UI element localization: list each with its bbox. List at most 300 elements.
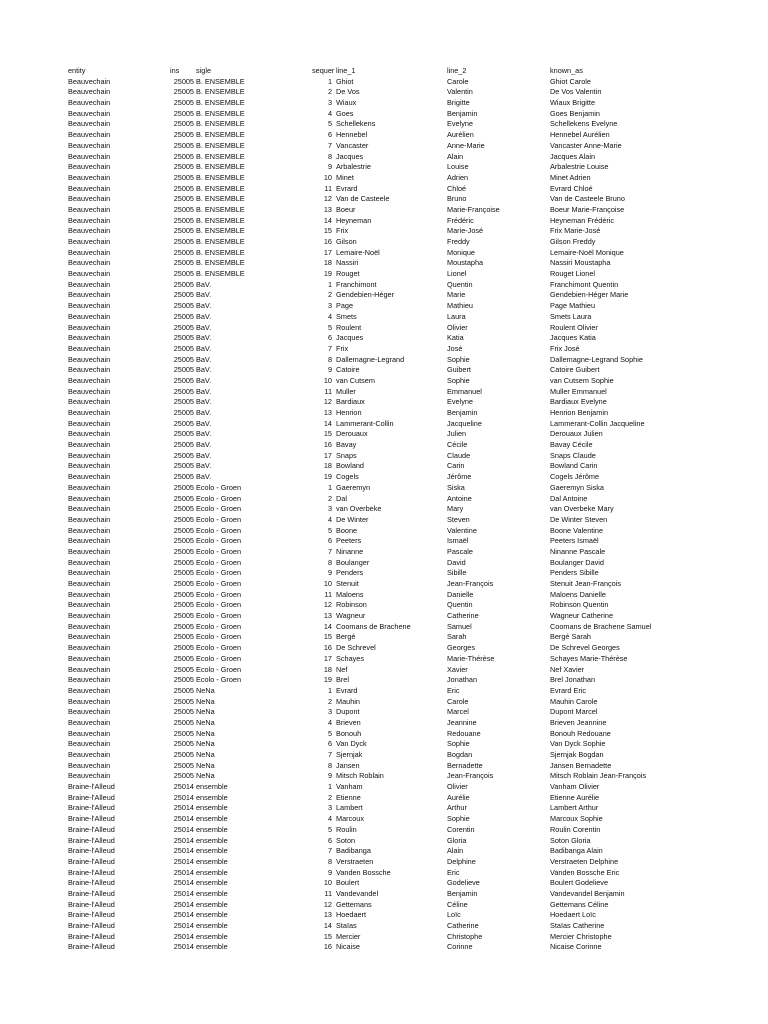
cell-known-as: Bergé Sarah [550,632,591,642]
cell-entity: Beauvechain [68,504,111,514]
cell-line-1: Dupont [336,707,360,717]
table-row [0,825,768,836]
cell-line-1: Vanham [336,782,363,792]
cell-sequence: 16 [323,643,332,653]
cell-known-as: Cogels Jérôme [550,472,600,482]
cell-line-2: Quentin [447,600,473,610]
table-row [0,440,768,451]
cell-sigle: ensemble [196,856,228,866]
cell-known-as: Hoedaert Loïc [550,910,596,920]
cell-known-as: Catoire Guibert [550,365,600,375]
cell-line-1: van Overbeke [336,504,382,514]
cell-known-as: Hennebel Aurélien [550,130,610,140]
cell-known-as: Snaps Claude [550,450,596,460]
cell-sigle: B. ENSEMBLE [196,151,245,161]
cell-line-2: Louise [447,162,469,172]
cell-ins: 25005 [173,707,194,717]
cell-line-2: Benjamin [447,408,478,417]
cell-sequence: 2 [327,493,332,503]
spreadsheet-table [0,66,768,953]
cell-known-as: Penders Sibille [550,568,599,578]
cell-ins: 25014 [173,867,194,877]
cell-entity: Beauvechain [68,643,111,653]
cell-ins: 25005 [173,172,194,182]
cell-line-1: Heyneman [336,215,372,225]
cell-line-2: Jérôme [447,472,472,482]
cell-sequence: 5 [327,525,332,535]
cell-ins: 25005 [173,397,194,407]
cell-sequence: 14 [323,621,332,631]
table-row [0,942,768,953]
cell-line-1: Bonouh [336,728,362,738]
cell-sequence: 11 [324,386,332,396]
cell-sequence: 19 [323,269,332,279]
cell-known-as: Arbalestrie Louise [550,162,609,172]
table-row [0,536,768,547]
header-line-2: line_2 [447,66,467,75]
cell-line-1: Etienne [336,792,361,802]
cell-ins: 25014 [173,814,194,824]
cell-ins: 25005 [173,237,194,246]
cell-entity: Beauvechain [68,397,111,407]
cell-sigle: BaV. [196,279,212,289]
cell-sequence: 9 [327,162,332,172]
cell-known-as: Robinson Quentin [550,600,609,610]
cell-sequence: 15 [323,931,332,941]
cell-sigle: BaV. [196,322,212,332]
cell-entity: Beauvechain [68,375,111,385]
cell-line-2: Marcel [447,707,469,717]
table-row [0,461,768,472]
cell-entity: Beauvechain [68,493,111,503]
table-row [0,878,768,889]
cell-line-1: Sjernjak [336,750,363,759]
cell-line-1: Evrard [336,685,358,695]
cell-ins: 25014 [173,856,194,866]
table-row [0,184,768,195]
cell-sigle: ensemble [196,899,228,909]
table-row [0,558,768,569]
table-row [0,141,768,152]
cell-sequence: 11 [324,183,332,193]
cell-entity: Braine-l'Alleud [68,846,115,856]
cell-known-as: Nicaise Corinne [550,942,602,952]
cell-known-as: Brel Jonathan [550,675,596,685]
cell-sigle: BaV. [196,386,212,396]
cell-entity: Beauvechain [68,525,111,535]
cell-entity: Braine-l'Alleud [68,910,115,920]
cell-entity: Beauvechain [68,119,111,129]
table-row [0,579,768,590]
cell-line-2: David [447,557,466,567]
cell-known-as: Gaeremyn Siska [550,482,604,492]
cell-sequence: 19 [323,675,332,685]
cell-sequence: 5 [327,728,332,738]
cell-line-1: Nef [336,664,348,674]
table-row [0,408,768,419]
cell-line-1: Verstraeten [336,856,374,866]
cell-entity: Braine-l'Alleud [68,803,115,813]
cell-known-as: Dupont Marcel [550,707,598,717]
cell-sequence: 1 [327,482,332,492]
cell-entity: Beauvechain [68,247,111,257]
cell-line-1: Bergé [336,632,356,642]
cell-line-2: Sophie [447,739,470,749]
cell-known-as: Frix José [550,343,580,353]
cell-sigle: Ecolo - Groen [196,546,242,556]
cell-ins: 25005 [173,621,194,631]
cell-known-as: De Vos Valentin [550,87,602,97]
cell-sigle: Ecolo - Groen [196,514,242,524]
cell-entity: Beauvechain [68,450,111,460]
cell-sigle: Ecolo - Groen [196,632,242,642]
cell-ins: 25005 [173,664,194,674]
cell-line-1: Penders [336,568,364,578]
cell-ins: 25005 [173,461,194,471]
cell-known-as: Mauhin Carole [550,696,598,706]
cell-sigle: Ecolo - Groen [196,653,242,663]
cell-sequence: 10 [323,172,332,182]
cell-line-2: Sarah [447,632,467,642]
cell-line-1: Brieven [336,717,361,727]
cell-sequence: 3 [327,504,332,514]
cell-line-2: Valentin [447,87,473,97]
cell-known-as: van Overbeke Mary [550,504,614,514]
cell-sequence: 5 [327,824,332,834]
header-ins: ins [170,66,180,75]
cell-known-as: Rouget Lionel [550,269,596,279]
cell-line-2: Marie [447,290,466,300]
cell-sigle: Ecolo - Groen [196,643,242,653]
cell-known-as: Schayes Marie-Thérèse [550,653,628,663]
cell-line-1: Vancaster [336,140,369,150]
cell-ins: 25005 [173,140,194,150]
table-row [0,761,768,772]
cell-sigle: Ecolo - Groen [196,611,242,621]
cell-line-2: Katia [447,333,464,343]
cell-entity: Beauvechain [68,418,111,428]
cell-sigle: B. ENSEMBLE [196,108,245,118]
cell-line-1: Boulanger [336,557,370,567]
table-row [0,248,768,259]
cell-entity: Braine-l'Alleud [68,899,115,909]
cell-ins: 25005 [173,429,194,439]
cell-sigle: Ecolo - Groen [196,493,242,503]
cell-known-as: Van Dyck Sophie [550,739,606,749]
cell-ins: 25005 [173,493,194,503]
cell-entity: Beauvechain [68,739,111,749]
cell-sigle: NeNa [196,685,215,695]
table-row [0,419,768,430]
cell-ins: 25005 [173,333,194,343]
cell-known-as: Coomans de Brachene Samuel [550,621,652,631]
cell-line-2: Olivier [447,782,468,792]
cell-sequence: 10 [323,878,332,888]
cell-entity: Beauvechain [68,546,111,556]
cell-line-2: Carole [447,76,469,86]
cell-ins: 25005 [173,98,194,108]
cell-line-2: Aurélien [447,130,474,140]
cell-known-as: Brieven Jeannine [550,717,607,727]
cell-known-as: Maloens Danielle [550,589,606,599]
cell-sequence: 19 [323,472,332,482]
cell-line-1: Dal [336,493,347,503]
cell-sigle: Ecolo - Groen [196,557,242,567]
cell-known-as: Evrard Chloé [550,183,593,193]
cell-sigle: Ecolo - Groen [196,568,242,578]
cell-line-1: Catoire [336,365,360,375]
cell-known-as: Bavay Cécile [550,440,593,450]
cell-line-2: Sophie [447,814,470,824]
cell-sigle: B. ENSEMBLE [196,204,245,214]
cell-line-2: Cécile [447,440,468,450]
cell-line-2: Julien [447,429,467,439]
cell-entity: Beauvechain [68,215,111,225]
cell-sequence: 17 [323,247,332,257]
cell-entity: Braine-l'Alleud [68,878,115,888]
cell-line-2: Moustapha [447,258,484,268]
cell-line-1: van Cutsem [336,375,375,385]
header-known-as: known_as [550,66,583,75]
cell-known-as: Soton Gloria [550,835,591,845]
cell-sequence: 7 [327,343,332,353]
table-row [0,216,768,227]
cell-known-as: Bonouh Redouane [550,728,611,738]
cell-sigle: NeNa [196,707,215,717]
cell-sequence: 13 [323,910,332,920]
cell-sigle: BaV. [196,429,212,439]
cell-line-1: Jacques [336,151,364,161]
cell-entity: Braine-l'Alleud [68,888,115,898]
cell-line-1: Van de Casteele [336,194,390,204]
cell-sigle: NeNa [196,696,215,706]
cell-known-as: Jansen Bernadette [550,760,612,770]
cell-entity: Beauvechain [68,87,111,97]
cell-entity: Beauvechain [68,98,111,108]
cell-sequence: 13 [323,611,332,621]
cell-sequence: 8 [327,557,332,567]
table-row [0,355,768,366]
cell-entity: Braine-l'Alleud [68,867,115,877]
cell-line-1: Bavay [336,440,357,450]
cell-line-2: Christophe [447,931,483,941]
cell-ins: 25005 [173,365,194,375]
cell-line-1: Robinson [336,600,367,610]
cell-line-2: Gloria [447,835,467,845]
cell-sequence: 15 [323,632,332,642]
cell-entity: Beauvechain [68,557,111,567]
cell-ins: 25005 [173,279,194,289]
cell-ins: 25014 [173,792,194,802]
cell-known-as: Roulin Corentin [550,824,601,834]
cell-line-2: Alain [447,846,464,856]
cell-line-1: Minet [336,172,354,182]
cell-line-2: Laura [447,311,466,321]
cell-line-1: Maloens [336,589,364,599]
cell-known-as: De Schrevel Georges [550,643,620,653]
cell-line-2: Claude [447,450,471,460]
cell-line-2: Freddy [447,237,470,246]
cell-line-1: De Winter [336,514,369,524]
cell-sequence: 8 [327,354,332,364]
cell-line-1: Peeters [336,536,362,546]
cell-line-2: Céline [447,899,468,909]
cell-entity: Beauvechain [68,536,111,546]
cell-line-1: Brel [336,675,349,685]
cell-sequence: 4 [327,514,332,524]
cell-line-2: Bogdan [447,750,473,759]
cell-line-1: Henrion [336,408,362,417]
cell-sequence: 2 [327,696,332,706]
cell-ins: 25014 [173,910,194,920]
cell-entity: Beauvechain [68,333,111,343]
table-row [0,857,768,868]
cell-entity: Beauvechain [68,440,111,450]
cell-sequence: 6 [327,333,332,343]
cell-ins: 25005 [173,504,194,514]
table-row [0,376,768,387]
cell-sequence: 3 [327,98,332,108]
cell-known-as: Peeters Ismaël [550,536,599,546]
table-row [0,611,768,622]
cell-ins: 25014 [173,942,194,952]
table-row [0,718,768,729]
cell-line-2: Monique [447,247,475,257]
cell-sigle: Ecolo - Groen [196,504,242,514]
cell-sequence: 3 [327,707,332,717]
table-row [0,526,768,537]
cell-sequence: 7 [327,846,332,856]
cell-sigle: ensemble [196,782,228,792]
cell-sigle: Ecolo - Groen [196,589,242,599]
cell-entity: Beauvechain [68,728,111,738]
cell-line-1: Hoedaert [336,910,367,920]
cell-line-2: Benjamin [447,108,478,118]
cell-known-as: Verstraeten Delphine [550,856,619,866]
cell-line-1: Schayes [336,653,364,663]
cell-entity: Beauvechain [68,696,111,706]
cell-sequence: 10 [323,579,332,588]
cell-entity: Braine-l'Alleud [68,835,115,845]
cell-sequence: 9 [327,867,332,877]
cell-line-2: Pascale [447,546,473,556]
table-row [0,280,768,291]
table-row [0,130,768,141]
cell-known-as: Jacques Katia [550,333,596,343]
cell-line-2: Samuel [447,621,472,631]
cell-line-2: Aurélie [447,792,470,802]
cell-line-2: Marie-Françoise [447,204,500,214]
cell-line-2: Steven [447,514,470,524]
cell-entity: Braine-l'Alleud [68,814,115,824]
cell-entity: Beauvechain [68,664,111,674]
cell-line-2: Olivier [447,322,468,332]
table-row [0,814,768,825]
cell-known-as: Smets Laura [550,311,592,321]
cell-sigle: B. ENSEMBLE [196,172,245,182]
cell-sequence: 7 [327,140,332,150]
cell-sequence: 16 [323,942,332,952]
cell-ins: 25005 [173,717,194,727]
cell-entity: Beauvechain [68,760,111,770]
cell-line-1: Ninanne [336,546,364,556]
cell-sequence: 2 [327,87,332,97]
cell-line-1: Nicaise [336,942,360,952]
table-row [0,226,768,237]
cell-sigle: B. ENSEMBLE [196,215,245,225]
cell-sigle: BaV. [196,301,212,311]
table-row [0,643,768,654]
cell-entity: Beauvechain [68,237,111,246]
cell-entity: Beauvechain [68,279,111,289]
cell-known-as: Vanham Olivier [550,782,600,792]
cell-entity: Beauvechain [68,771,111,781]
cell-known-as: Vancaster Anne-Marie [550,140,622,150]
cell-known-as: Boulert Godelieve [550,878,609,888]
table-row [0,494,768,505]
cell-entity: Beauvechain [68,130,111,140]
cell-sequence: 1 [327,685,332,695]
cell-sigle: Ecolo - Groen [196,675,242,685]
cell-sigle: NeNa [196,771,215,781]
cell-sigle: B. ENSEMBLE [196,258,245,268]
cell-known-as: Lammerant-Collin Jacqueline [550,418,645,428]
cell-sigle: BaV. [196,397,212,407]
cell-entity: Beauvechain [68,108,111,118]
cell-line-2: Guibert [447,365,471,375]
cell-known-as: Van de Casteele Bruno [550,194,625,204]
cell-ins: 25005 [173,568,194,578]
cell-line-1: Arbalestrie [336,162,371,172]
cell-line-1: Smets [336,311,357,321]
cell-known-as: Dallemagne-Legrand Sophie [550,354,643,364]
cell-sigle: B. ENSEMBLE [196,194,245,204]
cell-sigle: ensemble [196,835,228,845]
cell-sequence: 6 [327,536,332,546]
cell-sigle: B. ENSEMBLE [196,119,245,129]
table-row [0,258,768,269]
cell-entity: Beauvechain [68,204,111,214]
cell-known-as: Derouaux Julien [550,429,603,439]
cell-ins: 25005 [173,215,194,225]
cell-entity: Beauvechain [68,386,111,396]
table-row [0,269,768,280]
cell-known-as: Marcoux Sophie [550,814,603,824]
cell-line-1: De Vos [336,87,360,97]
cell-line-1: Franchimont [336,279,377,289]
cell-sequence: 9 [327,771,332,781]
cell-sequence: 4 [327,814,332,824]
cell-line-1: Schellekens [336,119,376,129]
table-row [0,344,768,355]
cell-entity: Braine-l'Alleud [68,824,115,834]
cell-sigle: B. ENSEMBLE [196,269,245,279]
cell-known-as: Bowland Carin [550,461,598,471]
cell-entity: Braine-l'Alleud [68,792,115,802]
cell-line-2: Redouane [447,728,481,738]
cell-known-as: Schellekens Evelyne [550,119,618,129]
cell-sequence: 9 [327,365,332,375]
cell-ins: 25005 [173,525,194,535]
cell-sigle: ensemble [196,867,228,877]
table-row [0,429,768,440]
cell-sigle: BaV. [196,450,212,460]
cell-entity: Beauvechain [68,611,111,621]
cell-entity: Beauvechain [68,269,111,279]
cell-entity: Beauvechain [68,653,111,663]
cell-sigle: BaV. [196,343,212,353]
cell-known-as: Heyneman Frédéric [550,215,615,225]
